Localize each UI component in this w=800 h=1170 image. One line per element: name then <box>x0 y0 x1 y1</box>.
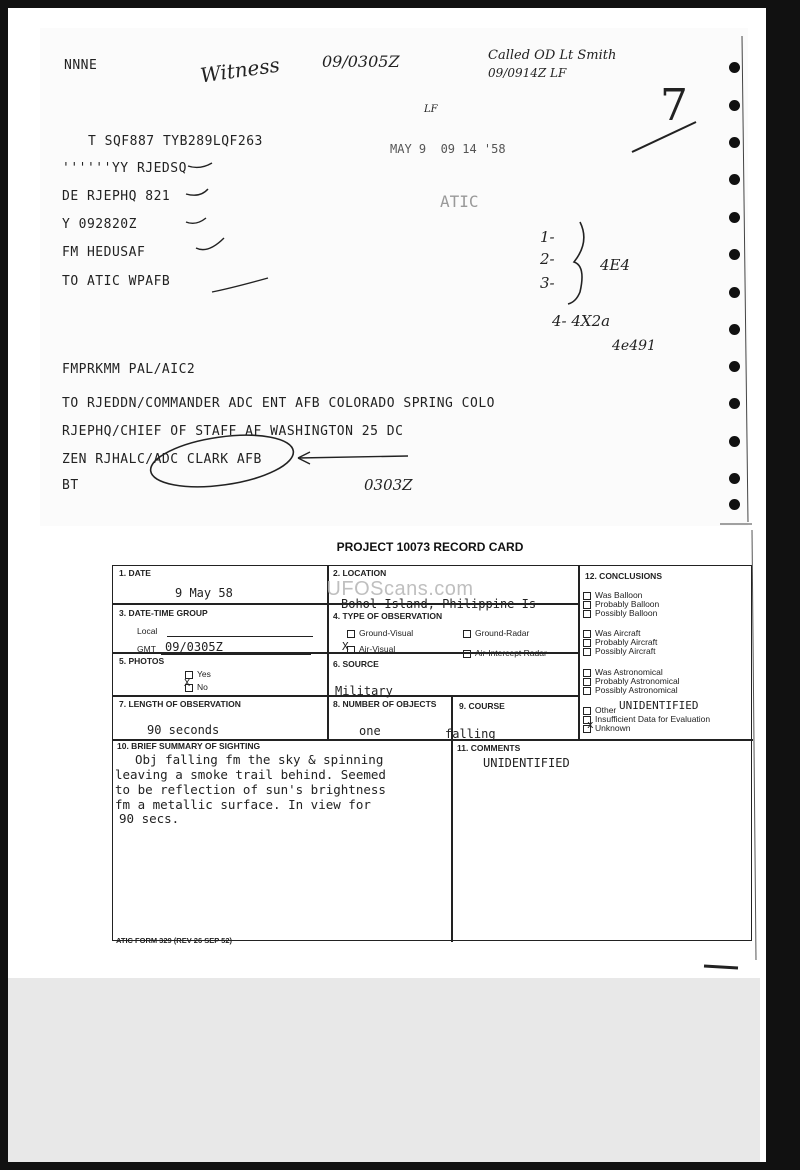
teletype-line: ''''''YY RJEDSQ <box>62 161 187 176</box>
handwritten-note: 3- <box>540 274 555 292</box>
number-of-objects-label: 8. NUMBER OF OBJECTS <box>333 699 437 709</box>
gmt-value: 09/0305Z <box>165 640 223 654</box>
conclusion-option: Probably Aircraft <box>583 637 657 647</box>
tractor-hole <box>729 473 740 484</box>
conclusion-option: Possibly Astronomical <box>583 685 678 695</box>
air-visual-mark: X <box>342 640 349 653</box>
conclusion-option-other: Other <box>583 705 616 715</box>
tractor-hole <box>729 436 740 447</box>
tractor-hole <box>729 324 740 335</box>
source-value: Military <box>335 684 393 698</box>
tractor-hole <box>729 137 740 148</box>
tractor-hole <box>729 249 740 260</box>
photos-no-option: No <box>185 682 208 692</box>
location-value: Bohol Island, Philippine Is <box>341 597 537 611</box>
course-value: falling <box>445 727 496 741</box>
photos-label: 5. PHOTOS <box>119 656 165 666</box>
number-of-objects-value: one <box>359 724 381 738</box>
tractor-hole <box>729 100 740 111</box>
summary-line: Obj falling fm the sky & spinning <box>135 752 384 767</box>
tractor-hole <box>729 212 740 223</box>
tractor-hole <box>729 398 740 409</box>
form-number: ATIC FORM 329 (REV 26 SEP 52) <box>116 936 233 945</box>
summary-line: 90 secs. <box>119 811 180 826</box>
date-label: 1. DATE <box>119 568 151 578</box>
tractor-hole <box>729 62 740 73</box>
tractor-hole <box>729 499 740 510</box>
other-value: UNIDENTIFIED <box>619 699 699 712</box>
length-of-observation-label: 7. LENGTH OF OBSERVATION <box>119 699 241 709</box>
gmt-label: GMT <box>137 644 156 654</box>
location-label: 2. LOCATION <box>333 568 387 578</box>
summary-line: to be reflection of sun's brightness <box>115 782 386 797</box>
handwritten-note: 0303Z <box>364 476 413 494</box>
local-label: Local <box>137 626 158 636</box>
conclusion-option: Probably Astronomical <box>583 676 680 686</box>
comments-value: UNIDENTIFIED <box>483 756 570 770</box>
source-label: 6. SOURCE <box>333 659 379 669</box>
conclusion-option: Was Balloon <box>583 590 642 600</box>
ground-visual-option: Ground-Visual <box>347 628 413 638</box>
photos-yes-option: Yes <box>185 669 211 679</box>
handwritten-note: Called OD Lt Smith <box>488 48 617 63</box>
ground-radar-option: Ground-Radar <box>463 628 529 638</box>
conclusion-option: Possibly Balloon <box>583 608 657 618</box>
record-card-title: PROJECT 10073 RECORD CARD <box>336 540 524 554</box>
summary-line: fm a metallic surface. In view for <box>115 797 371 812</box>
teletype-line: ZEN RJHALC/ADC CLARK AFB <box>62 452 262 467</box>
teletype-line: RJEPHQ/CHIEF OF STAFF AF WASHINGTON 25 DC <box>62 424 404 439</box>
conclusions-label: 12. CONCLUSIONS <box>585 571 662 581</box>
handwritten-note: 4E4 <box>600 256 631 274</box>
teletype-header: NNNE <box>64 58 98 73</box>
conclusion-option: Was Astronomical <box>583 667 663 677</box>
conclusion-option: Insufficient Data for Evaluation <box>583 714 710 724</box>
teletype-line: FMPRKMM PAL/AIC2 <box>62 362 196 377</box>
teletype-line: TO ATIC WPAFB <box>62 274 171 289</box>
received-stamp: ATIC <box>440 192 479 211</box>
conclusion-option: Probably Balloon <box>583 599 659 609</box>
comments-label: 11. COMMENTS <box>457 743 521 753</box>
handwritten-note: 4- 4X2a <box>552 312 611 330</box>
type-of-observation-label: 4. TYPE OF OBSERVATION <box>333 611 443 621</box>
course-label: 9. COURSE <box>459 701 505 711</box>
tractor-hole <box>729 361 740 372</box>
photos-no-mark: X <box>184 678 191 689</box>
date-value: 9 May 58 <box>175 586 233 600</box>
handwritten-note: 2- <box>540 250 555 268</box>
air-visual-option: Air-Visual <box>347 644 395 654</box>
watermark: UFOScans.com <box>326 578 474 600</box>
teletype-line: FM HEDUSAF <box>62 245 146 260</box>
page-number: 7 <box>660 80 688 131</box>
air-intercept-radar-option: Air-Intercept Radar <box>463 648 547 658</box>
record-card <box>112 565 752 941</box>
tractor-hole <box>729 174 740 185</box>
handwritten-note: 4e491 <box>612 338 656 354</box>
teletype-line: T SQF887 TYB289LQF263 <box>88 134 263 149</box>
handwritten-note: LF <box>424 104 438 115</box>
summary-line: leaving a smoke trail behind. Seemed <box>115 767 386 782</box>
conclusion-option: Possibly Aircraft <box>583 646 655 656</box>
teletype-line: Y 092820Z <box>62 217 137 232</box>
received-stamp: MAY 9 09 14 '58 <box>390 142 506 156</box>
handwritten-note: 1- <box>540 228 555 246</box>
handwritten-note: 09/0305Z <box>322 52 400 71</box>
handwritten-note: 09/0914Z LF <box>488 66 567 80</box>
length-of-observation-value: 90 seconds <box>147 723 220 737</box>
date-time-group-label: 3. DATE-TIME GROUP <box>119 608 208 618</box>
conclusion-option-unknown: Unknown <box>583 723 630 733</box>
conclusion-option: Was Aircraft <box>583 628 641 638</box>
tractor-hole <box>729 287 740 298</box>
teletype-line: BT <box>62 478 79 493</box>
teletype-line: TO RJEDDN/COMMANDER ADC ENT AFB COLORADO SPRING COLO <box>62 396 495 411</box>
handwritten-note: Witness <box>198 52 282 88</box>
unknown-mark: x <box>587 718 594 731</box>
brief-summary-label: 10. BRIEF SUMMARY OF SIGHTING <box>117 741 261 751</box>
teletype-line: DE RJEPHQ 821 <box>62 189 171 204</box>
